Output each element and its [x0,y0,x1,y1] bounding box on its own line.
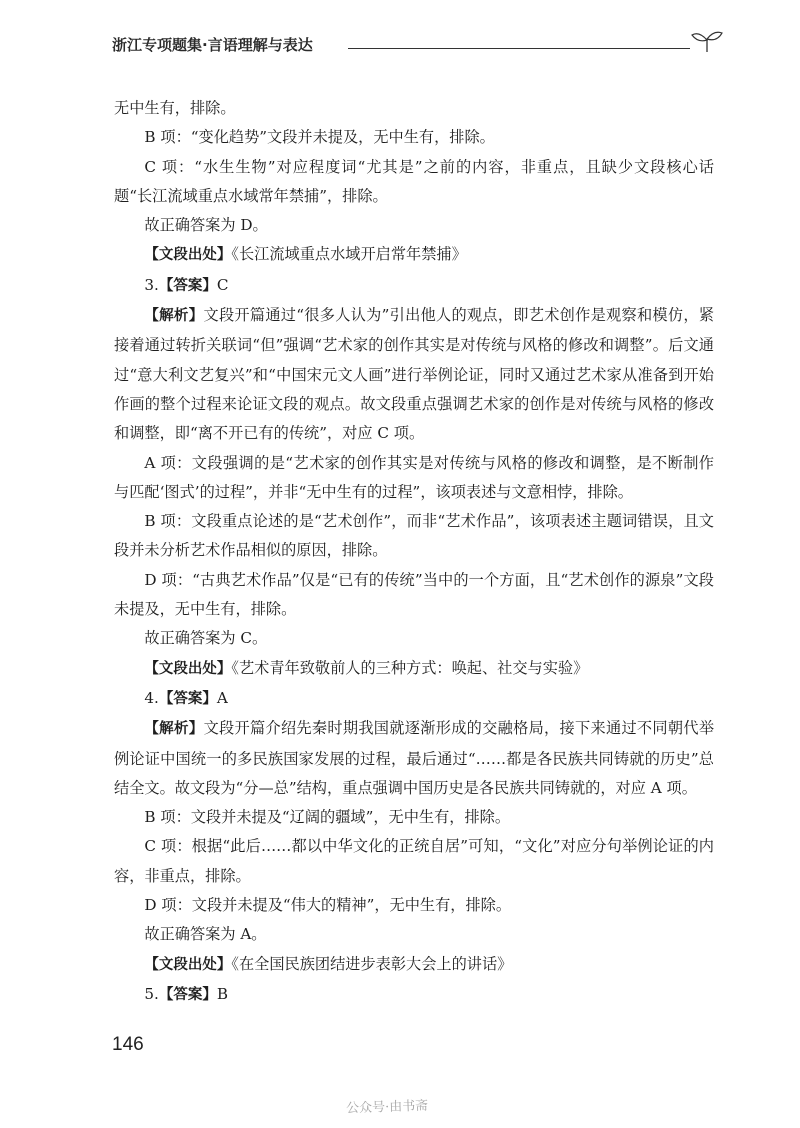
paragraph-text: C [216,275,229,294]
answer-explanation-body [114,94,714,1010]
answer-line [114,271,714,301]
section-tag: 【文段出处】 [144,660,232,677]
question-number: 5. [144,984,159,1003]
paragraph: 故正确答案为 C。 [144,629,268,648]
paragraph: 故正确答案为 D。 [144,216,268,235]
section-tag: 【解析】 [144,721,204,738]
answer-line [114,980,714,1010]
paragraph: D 项：“古典艺术作品”仅是“已有的传统”当中的一个方面，且“艺术创作的源泉”文段未提及，无中生有，排除。 [114,570,714,619]
paragraph: D 项：文段并未提及“伟大的精神”，无中生有，排除。 [144,896,512,915]
labeled-paragraph [114,301,714,448]
paragraph-text: 《长江流域重点水域开启常年禁捕》 [231,245,467,264]
paragraph: C 项：“水生生物”对应程度词“尤其是”之前的内容，非重点，且缺少文段核心话题“长江流域重点水域常年禁捕”，排除。 [114,157,714,205]
section-tag: 【答案】 [158,986,217,1003]
answer-line [114,684,714,714]
watermark: 公众号·由书斋 [345,1098,429,1117]
section-tag: 【解析】 [144,308,204,325]
sprout-icon [690,28,724,54]
paragraph: 故正确答案为 A。 [144,925,267,944]
labeled-paragraph [114,240,714,270]
paragraph: B 项：文段重点论述的是“艺术创作”，而非“艺术作品”，该项表述主题词错误，且文段并未分析艺术作品相似的原因，排除。 [114,512,714,560]
section-tag: 【文段出处】 [144,247,232,264]
header-rule [348,48,690,49]
running-header [112,34,724,60]
header-title: 浙江专项题集·言语理解与表达 [112,36,313,54]
paragraph-text: 《艺术青年致敬前人的三种方式：唤起、社交与实验》 [231,658,589,677]
paragraph-text: 文段开篇通过“很多人认为”引出他人的观点，即艺术创作是观察和模仿，紧接着通过转折关联词“但”强调“艺术家的创作其实是对传统与风格的修改和调整”。后文通过“意大利文艺复兴”和“中国宋元文人画”进行举例论证，同时又通过艺术家从准备到开始作画的整个过程来论证文段的观点。故文段重点强调艺术家的创作是对传统与风格的修改和调整，即“离不开已有的传统”，对应 C 项。 [114,306,715,443]
paragraph-text: 《在全国民族团结进步表彰大会上的讲话》 [231,954,513,973]
paragraph-text: B [216,984,229,1003]
paragraph: A 项：文段强调的是“艺术家的创作其实是对传统与风格的修改和调整，是不断制作与匹配‘图式’的过程”，并非“无中生有的过程”，该项表述与文意相悖，排除。 [114,453,714,501]
question-number: 3. [144,275,159,294]
section-tag: 【答案】 [158,690,217,707]
paragraph: C 项：根据“此后……都以中华文化的正统自居”可知，“文化”对应分句举例论证的内容，非重点，排除。 [114,837,714,885]
labeled-paragraph [114,950,714,980]
paragraph: B 项：文段并未提及“辽阔的疆域”，无中生有，排除。 [144,808,511,827]
question-number: 4. [144,688,159,707]
labeled-paragraph [114,714,714,803]
paragraph: 无中生有，排除。 [114,99,236,117]
page-number: 146 [112,1034,144,1055]
paragraph-text: A [216,688,228,707]
paragraph: B 项：“变化趋势”文段并未提及，无中生有，排除。 [144,128,495,147]
section-tag: 【文段出处】 [144,956,232,973]
labeled-paragraph [114,654,714,684]
section-tag: 【答案】 [158,277,217,294]
paragraph-text: 文段开篇介绍先秦时期我国就逐渐形成的交融格局，接下来通过不同朝代举例论证中国统一的多民族国家发展的过程，最后通过“……都是各民族共同铸就的历史”总结全文。故文段为“分—总”结构，重点强调中国历史是各民族共同铸就的，对应 A 项。 [114,719,715,797]
